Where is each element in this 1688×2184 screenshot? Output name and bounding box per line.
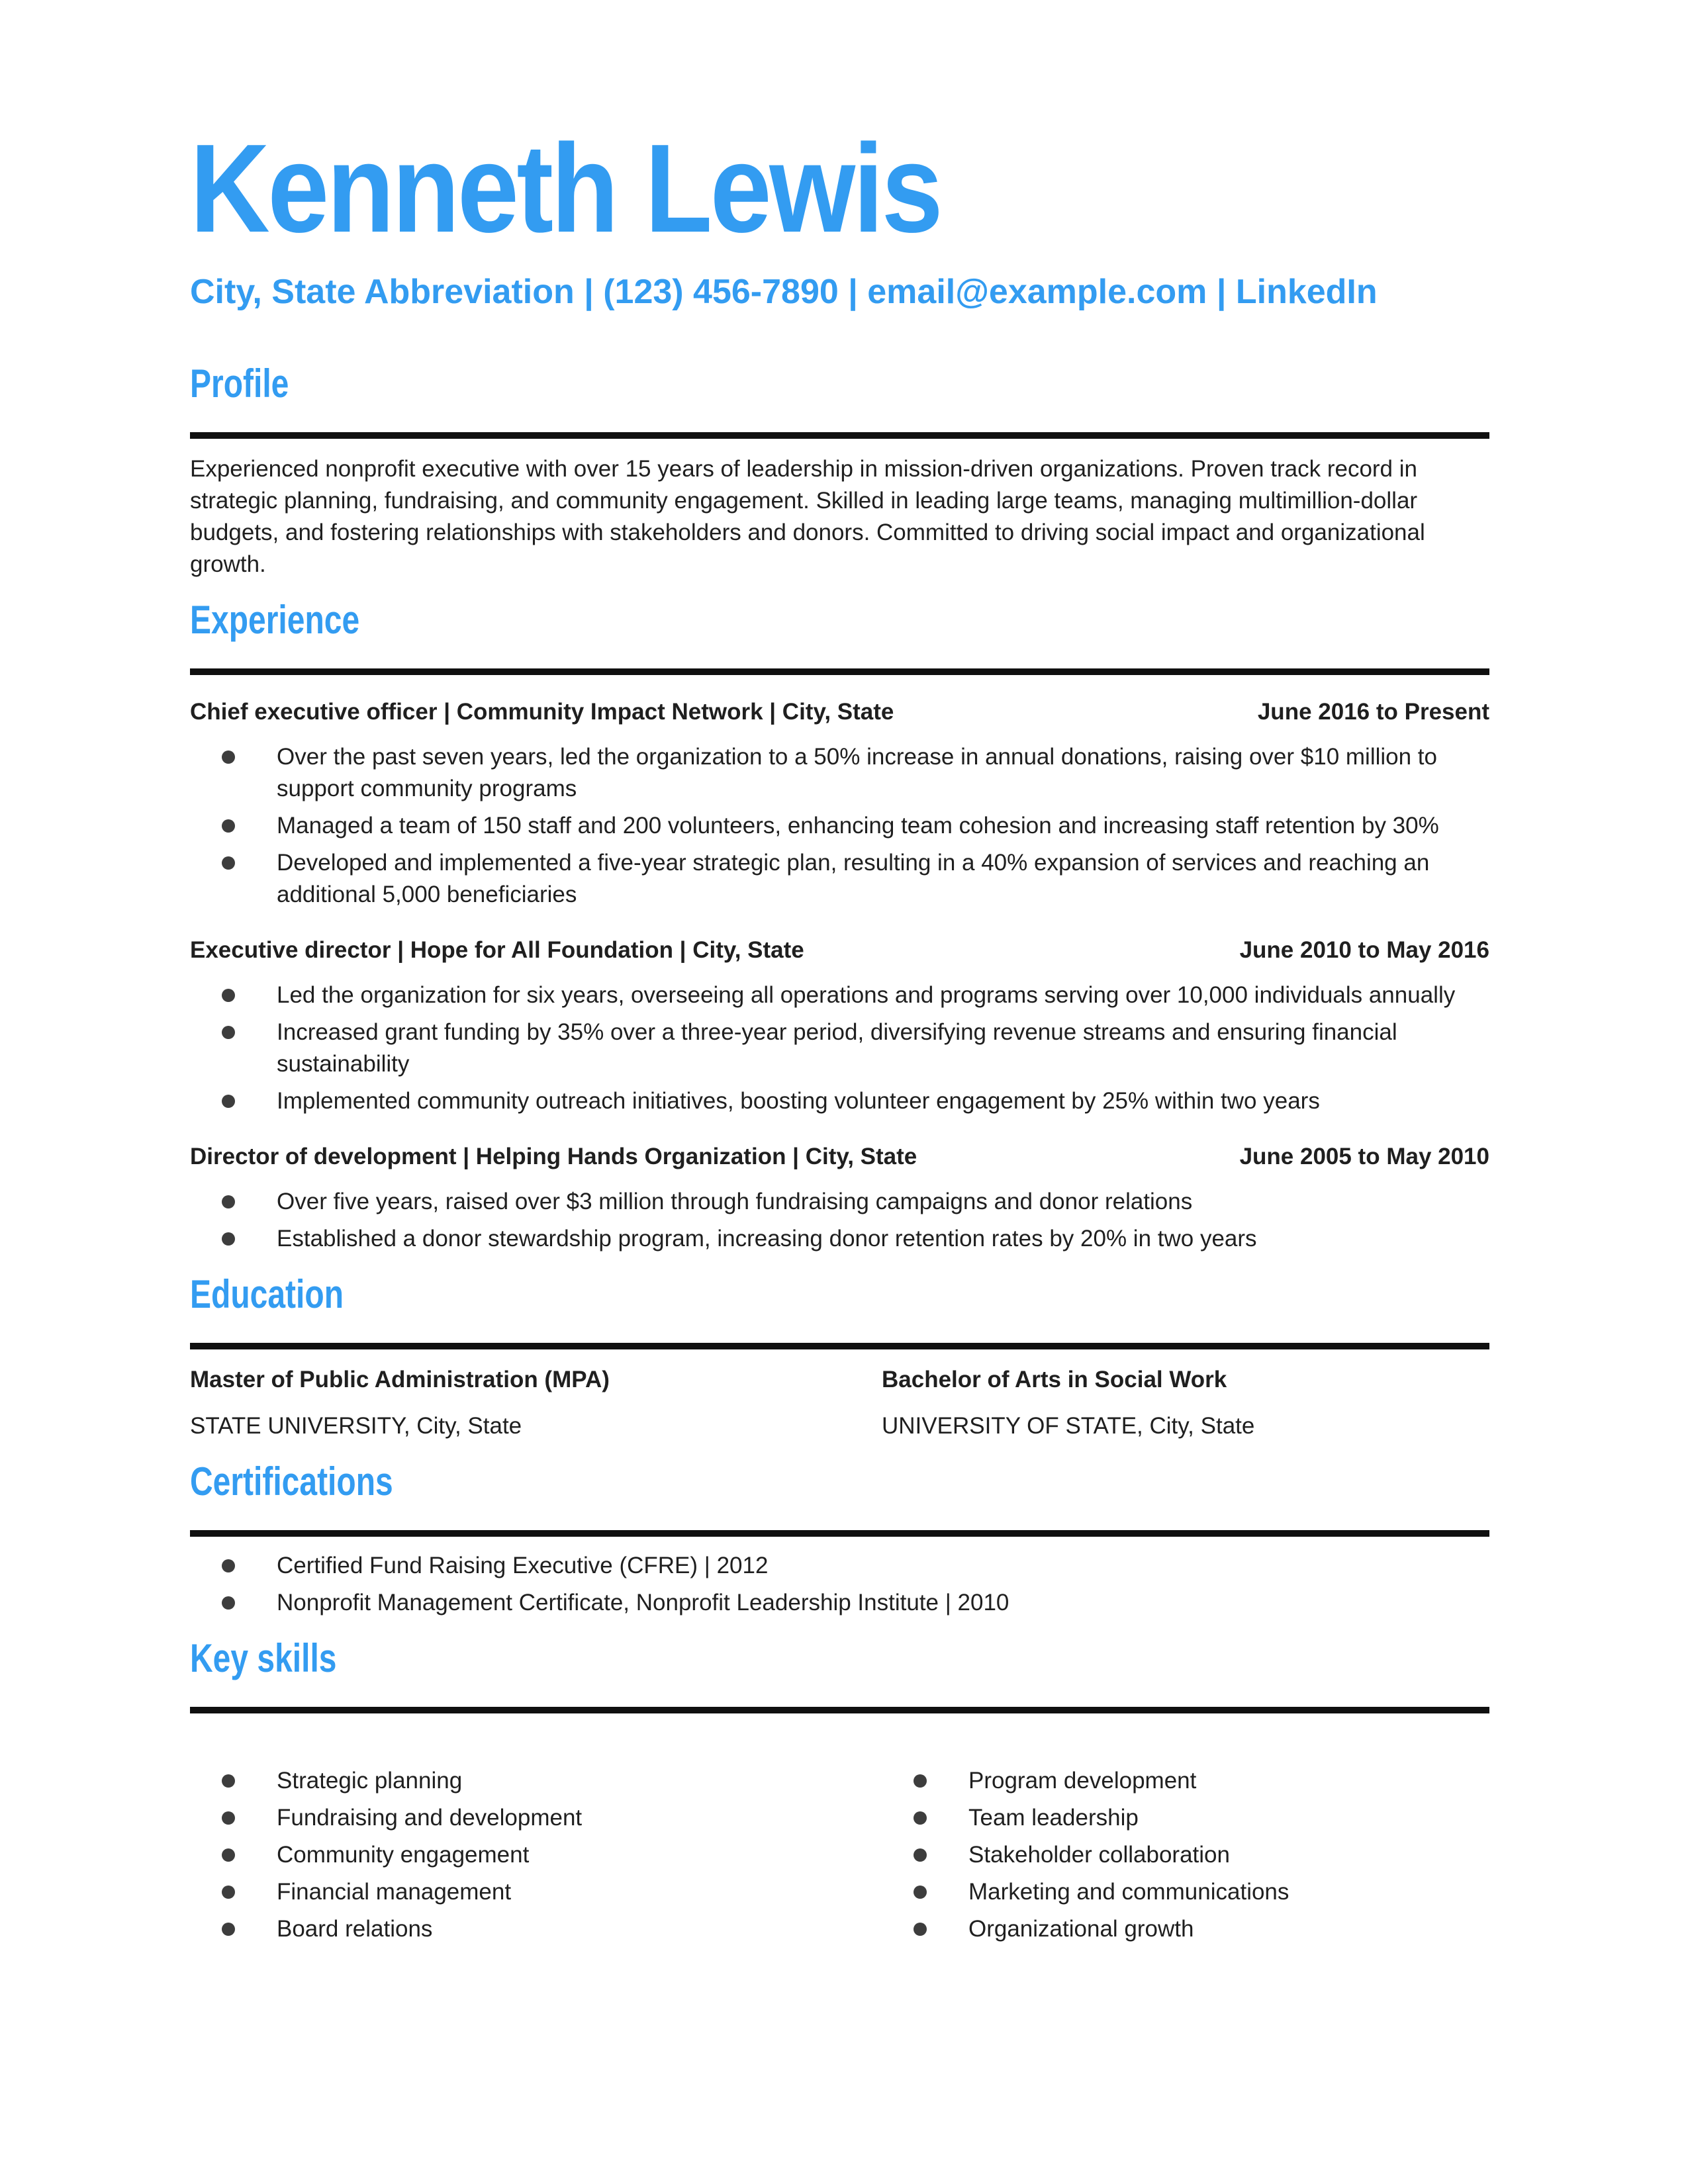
- skill-item: [190, 1802, 882, 1834]
- bullet-text: Over the past seven years, led the organization to a 50% increase in annual donations, raising over $10 million to support community programs: [277, 744, 1437, 802]
- skill-text: Team leadership: [968, 1805, 1139, 1831]
- skill-text: Financial management: [277, 1879, 512, 1905]
- bullet-dot: [914, 1886, 927, 1899]
- skill-text: Stakeholder collaboration: [968, 1842, 1230, 1868]
- skill-item: [882, 1876, 1489, 1908]
- job-header: [190, 934, 1489, 966]
- certification-item: [190, 1587, 1489, 1619]
- job-date: June 2005 to May 2010: [1239, 1144, 1489, 1170]
- skills-column-right: [882, 1765, 1489, 1950]
- bullet-dot: [222, 989, 235, 1002]
- job-title: Executive director | Hope for All Foundation | City, State: [190, 937, 804, 964]
- skill-text: Community engagement: [277, 1842, 530, 1868]
- section-certifications: [190, 1459, 1489, 1619]
- certifications-heading: Certifications: [190, 1459, 393, 1504]
- bullet-text: Led the organization for six years, overseeing all operations and programs serving over 10,000 individuals annually: [277, 982, 1456, 1009]
- bullet-item: [190, 847, 1489, 911]
- skill-item: [882, 1765, 1489, 1797]
- bullet-dot: [222, 819, 235, 833]
- bullet-text: Managed a team of 150 staff and 200 volunteers, enhancing team cohesion and increasing staff retention by 30%: [277, 813, 1439, 839]
- job-header: [190, 1141, 1489, 1173]
- skill-item: [190, 1765, 882, 1797]
- section-divider: [190, 1530, 1489, 1537]
- profile-heading: Profile: [190, 361, 289, 406]
- bullet-dot: [222, 1596, 235, 1610]
- bullet-item: [190, 1017, 1489, 1080]
- skills-column-left: [190, 1765, 882, 1950]
- section-divider: [190, 1707, 1489, 1713]
- skill-text: Board relations: [277, 1916, 433, 1942]
- bullet-dot: [222, 856, 235, 870]
- bullet-dot: [222, 1195, 235, 1208]
- bullet-text: Over five years, raised over $3 million through fundraising campaigns and donor relations: [277, 1189, 1193, 1215]
- job-date: June 2010 to May 2016: [1239, 937, 1489, 964]
- certification-text: Certified Fund Raising Executive (CFRE) | 2012: [277, 1553, 769, 1579]
- school-name: UNIVERSITY OF STATE, City, State: [882, 1413, 1255, 1439]
- section-divider: [190, 1343, 1489, 1349]
- section-divider: [190, 432, 1489, 439]
- certification-item: [190, 1550, 1489, 1582]
- job-entry: [190, 696, 1489, 911]
- bullet-dot: [914, 1811, 927, 1825]
- skill-text: Marketing and communications: [968, 1879, 1289, 1905]
- key-skills-heading: Key skills: [190, 1636, 337, 1681]
- resume-header: [190, 118, 1489, 312]
- certification-text: Nonprofit Management Certificate, Nonprofit Leadership Institute | 2010: [277, 1590, 1009, 1616]
- skill-text: Fundraising and development: [277, 1805, 583, 1831]
- bullet-dot: [222, 1811, 235, 1825]
- skill-item: [882, 1839, 1489, 1871]
- job-title: Director of development | Helping Hands Organization | City, State: [190, 1144, 917, 1170]
- bullet-dot: [222, 751, 235, 764]
- job-date: June 2016 to Present: [1257, 699, 1489, 725]
- degree-name: Master of Public Administration (MPA): [190, 1367, 610, 1393]
- experience-heading: Experience: [190, 598, 360, 643]
- skill-text: Program development: [968, 1768, 1197, 1794]
- section-key-skills: [190, 1636, 1489, 1950]
- skills-grid: [190, 1765, 1489, 1950]
- job-entry: [190, 934, 1489, 1117]
- skill-text: Strategic planning: [277, 1768, 463, 1794]
- bullet-item: [190, 979, 1489, 1011]
- section-divider: [190, 668, 1489, 675]
- section-education: [190, 1272, 1489, 1442]
- job-header: [190, 696, 1489, 728]
- bullet-text: Implemented community outreach initiatives, boosting volunteer engagement by 25% within two years: [277, 1088, 1320, 1115]
- bullet-text: Developed and implemented a five-year strategic plan, resulting in a 40% expansion of services and reaching an additional 5,000 beneficiaries: [277, 850, 1430, 908]
- bullet-item: [190, 810, 1489, 842]
- bullet-dot: [222, 1923, 235, 1936]
- bullet-item: [190, 741, 1489, 805]
- skill-item: [190, 1876, 882, 1908]
- job-bullet-list: [190, 979, 1489, 1117]
- bullet-dot: [222, 1886, 235, 1899]
- section-experience: [190, 598, 1489, 1255]
- degree-name: Bachelor of Arts in Social Work: [882, 1367, 1227, 1393]
- bullet-item: [190, 1186, 1489, 1218]
- profile-paragraph: Experienced nonprofit executive with over 15 years of leadership in mission-driven organizations. Proven track record in strategic planning, fundraising, and community engagement. Skilled in leading large teams, managing multimillion-dollar budgets, and fostering relationships with stakeholders and donors. Committed to driving social impact and organizational growth.: [190, 456, 1425, 578]
- skill-item: [882, 1802, 1489, 1834]
- bullet-dot: [914, 1848, 927, 1862]
- bullet-item: [190, 1085, 1489, 1117]
- bullet-dot: [222, 1774, 235, 1788]
- bullet-dot: [914, 1923, 927, 1936]
- bullet-text: Established a donor stewardship program, increasing donor retention rates by 20% in two years: [277, 1226, 1257, 1252]
- bullet-text: Increased grant funding by 35% over a three-year period, diversifying revenue streams and ensuring financial sustainability: [277, 1019, 1397, 1077]
- contact-line: City, State Abbreviation | (123) 456-7890 | email@example.com | LinkedIn: [190, 273, 1378, 311]
- bullet-dot: [222, 1095, 235, 1108]
- bullet-dot: [222, 1848, 235, 1862]
- job-bullet-list: [190, 741, 1489, 911]
- skill-item: [190, 1913, 882, 1945]
- school-name: STATE UNIVERSITY, City, State: [190, 1413, 522, 1439]
- job-entry: [190, 1141, 1489, 1255]
- bullet-dot: [914, 1774, 927, 1788]
- section-profile: [190, 361, 1489, 580]
- education-heading: Education: [190, 1272, 344, 1317]
- skill-item: [190, 1839, 882, 1871]
- job-title: Chief executive officer | Community Impact Network | City, State: [190, 699, 894, 725]
- candidate-name: Kenneth Lewis: [190, 118, 941, 259]
- certification-list: [190, 1550, 1489, 1619]
- job-bullet-list: [190, 1186, 1489, 1255]
- bullet-item: [190, 1223, 1489, 1255]
- bullet-dot: [222, 1559, 235, 1572]
- skill-item: [882, 1913, 1489, 1945]
- bullet-dot: [222, 1232, 235, 1246]
- bullet-dot: [222, 1026, 235, 1039]
- education-grid: [190, 1364, 1489, 1442]
- skill-text: Organizational growth: [968, 1916, 1194, 1942]
